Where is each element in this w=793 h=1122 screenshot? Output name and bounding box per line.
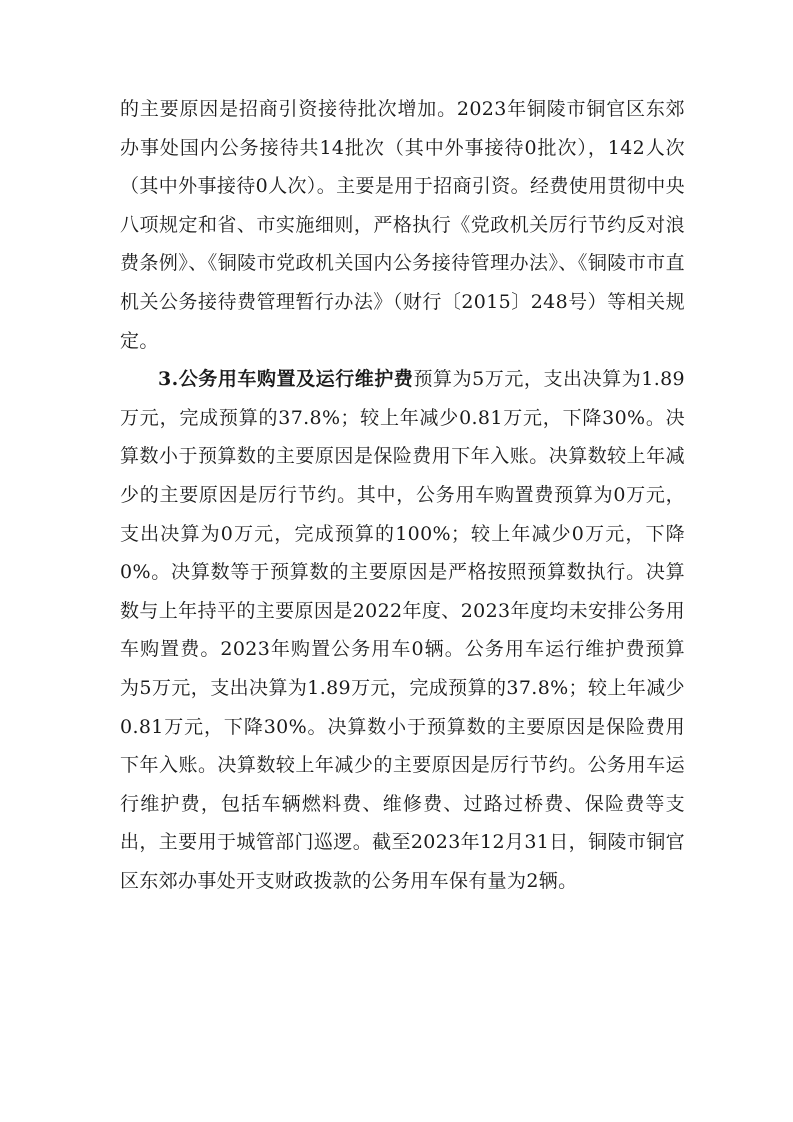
paragraph-vehicle-expenses — [120, 360, 685, 900]
section-body-vehicle-expenses: 预算为5万元，支出决算为1.89万元，完成预算的37.8%；较上年减少0.81万元，下降30%。决算数小于预算数的主要原因是保险费用下年入账。决算数较上年减少的主要原因是厉行节约。其中，公务用车购置费预算为0万元，支出决算为0万元，完成预算的100%；较上年减少0万元，下降0%。决算数等于预算数的主要原因是严格按照预算数执行。决算数与上年持平的主要原因是2022年度、2023年度均未安排公务用车购置费。2023年购置公务用车0辆。公务用车运行维护费预算为5万元，支出决算为1.89万元，完成预算的37.8%；较上年减少0.81万元，下降30%。决算数小于预算数的主要原因是保险费用下年入账。决算数较上年减少的主要原因是厉行节约。公务用车运行维护费，包括车辆燃料费、维修费、过路过桥费、保险费等支出，主要用于城管部门巡逻。截至2023年12月31日，铜陵市铜官区东郊办事处开支财政拨款的公务用车保有量为2辆。 — [120, 368, 685, 892]
section-heading-vehicle-expenses: 3.公务用车购置及运行维护费 — [158, 368, 414, 391]
paragraph-reception-expenses: 的主要原因是招商引资接待批次增加。2023年铜陵市铜官区东郊办事处国内公务接待共14批次（其中外事接待0批次），142人次（其中外事接待0人次）。主要是用于招商引资。经费使用贯彻中央八项规定和省、市实施细则，严格执行《党政机关厉行节约反对浪费条例》、《铜陵市党政机关国内公务接待管理办法》、《铜陵市市直机关公务接待费管理暂行办法》（财行〔2015〕248号）等相关规定。 — [120, 98, 685, 352]
document-body — [120, 90, 685, 900]
